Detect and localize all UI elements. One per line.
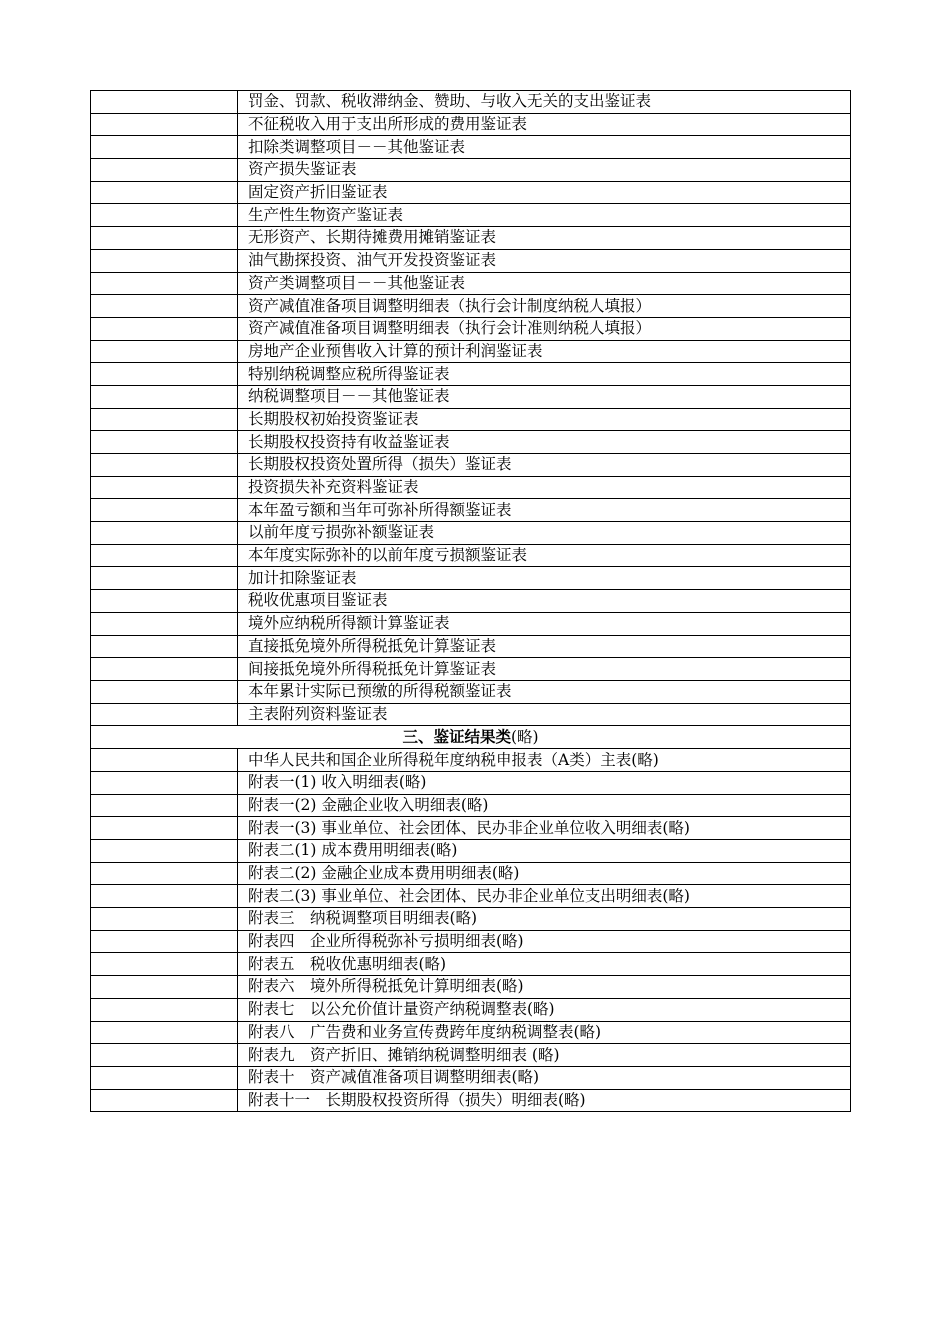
table-row	[91, 499, 851, 522]
row-title-cell: 附表一(2) 金融企业收入明细表(略)	[238, 794, 851, 817]
row-blank-cell	[91, 635, 238, 658]
table-row	[91, 272, 851, 295]
row-blank-cell	[91, 295, 238, 318]
row-title-cell: 生产性生物资产鉴证表	[238, 204, 851, 227]
table-row	[91, 953, 851, 976]
row-title-cell: 附表一(1) 收入明细表(略)	[238, 771, 851, 794]
row-blank-cell	[91, 227, 238, 250]
table-row	[91, 1044, 851, 1067]
row-blank-cell	[91, 249, 238, 272]
row-blank-cell	[91, 862, 238, 885]
row-blank-cell	[91, 159, 238, 182]
table-row	[91, 703, 851, 726]
table-row	[91, 840, 851, 863]
table-row	[91, 567, 851, 590]
table-section-adjustment-items	[91, 91, 851, 726]
row-title-cell: 主表附列资料鉴证表	[238, 703, 851, 726]
row-blank-cell	[91, 1066, 238, 1089]
row-blank-cell	[91, 113, 238, 136]
row-blank-cell	[91, 840, 238, 863]
row-title-cell: 中华人民共和国企业所得税年度纳税申报表（A类）主表(略)	[238, 749, 851, 772]
table-row	[91, 658, 851, 681]
section-header-title: 三、鉴证结果类	[402, 727, 511, 747]
row-blank-cell	[91, 522, 238, 545]
row-title-cell: 境外应纳税所得额计算鉴证表	[238, 612, 851, 635]
row-title-cell: 特别纳税调整应税所得鉴证表	[238, 363, 851, 386]
verification-report-table	[90, 90, 851, 1112]
table-row	[91, 1066, 851, 1089]
row-blank-cell	[91, 181, 238, 204]
row-blank-cell	[91, 91, 238, 114]
row-blank-cell	[91, 771, 238, 794]
row-title-cell: 长期股权投资持有收益鉴证表	[238, 431, 851, 454]
row-title-cell: 以前年度亏损弥补额鉴证表	[238, 522, 851, 545]
row-title-cell: 附表三 纳税调整项目明细表(略)	[238, 908, 851, 931]
row-title-cell: 附表五 税收优惠明细表(略)	[238, 953, 851, 976]
table-row	[91, 113, 851, 136]
section-header-row	[91, 726, 851, 749]
row-blank-cell	[91, 340, 238, 363]
table-row	[91, 295, 851, 318]
row-blank-cell	[91, 567, 238, 590]
table-row	[91, 998, 851, 1021]
row-title-cell: 附表二(1) 成本费用明细表(略)	[238, 840, 851, 863]
row-title-cell: 附表一(3) 事业单位、社会团体、民办非企业单位收入明细表(略)	[238, 817, 851, 840]
row-blank-cell	[91, 454, 238, 477]
table-row	[91, 408, 851, 431]
row-title-cell: 附表九 资产折旧、摊销纳税调整明细表 (略)	[238, 1044, 851, 1067]
row-blank-cell	[91, 408, 238, 431]
table-row	[91, 476, 851, 499]
row-blank-cell	[91, 1044, 238, 1067]
row-title-cell: 长期股权初始投资鉴证表	[238, 408, 851, 431]
row-title-cell: 扣除类调整项目－－其他鉴证表	[238, 136, 851, 159]
row-blank-cell	[91, 476, 238, 499]
table-row	[91, 385, 851, 408]
row-blank-cell	[91, 930, 238, 953]
row-blank-cell	[91, 590, 238, 613]
table-row	[91, 885, 851, 908]
row-title-cell: 本年度实际弥补的以前年度亏损额鉴证表	[238, 544, 851, 567]
row-blank-cell	[91, 749, 238, 772]
row-blank-cell	[91, 885, 238, 908]
row-title-cell: 附表十一 长期股权投资所得（损失）明细表(略)	[238, 1089, 851, 1112]
table-row	[91, 635, 851, 658]
table-row	[91, 363, 851, 386]
table-row	[91, 249, 851, 272]
row-blank-cell	[91, 794, 238, 817]
table-section-result-items	[91, 749, 851, 1112]
row-title-cell: 房地产企业预售收入计算的预计利润鉴证表	[238, 340, 851, 363]
table-row	[91, 590, 851, 613]
section-header-suffix: (略)	[510, 728, 539, 747]
table-row	[91, 862, 851, 885]
row-blank-cell	[91, 499, 238, 522]
row-title-cell: 加计扣除鉴证表	[238, 567, 851, 590]
row-blank-cell	[91, 703, 238, 726]
row-blank-cell	[91, 204, 238, 227]
row-blank-cell	[91, 136, 238, 159]
row-title-cell: 无形资产、长期待摊费用摊销鉴证表	[238, 227, 851, 250]
row-title-cell: 不征税收入用于支出所形成的费用鉴证表	[238, 113, 851, 136]
row-title-cell: 油气勘探投资、油气开发投资鉴证表	[238, 249, 851, 272]
row-title-cell: 直接抵免境外所得税抵免计算鉴证表	[238, 635, 851, 658]
row-title-cell: 资产减值准备项目调整明细表（执行会计制度纳税人填报）	[238, 295, 851, 318]
row-title-cell: 罚金、罚款、税收滞纳金、赞助、与收入无关的支出鉴证表	[238, 91, 851, 114]
row-title-cell: 附表八 广告费和业务宣传费跨年度纳税调整表(略)	[238, 1021, 851, 1044]
table-section-header	[91, 726, 851, 749]
row-title-cell: 资产类调整项目－－其他鉴证表	[238, 272, 851, 295]
row-blank-cell	[91, 976, 238, 999]
row-blank-cell	[91, 1021, 238, 1044]
row-title-cell: 附表四 企业所得税弥补亏损明细表(略)	[238, 930, 851, 953]
row-blank-cell	[91, 817, 238, 840]
row-blank-cell	[91, 612, 238, 635]
section-header-cell	[91, 726, 851, 749]
table-row	[91, 522, 851, 545]
table-row	[91, 817, 851, 840]
table-row	[91, 771, 851, 794]
table-row	[91, 794, 851, 817]
row-blank-cell	[91, 953, 238, 976]
table-row	[91, 340, 851, 363]
table-row	[91, 544, 851, 567]
row-blank-cell	[91, 544, 238, 567]
table-row	[91, 136, 851, 159]
row-title-cell: 间接抵免境外所得税抵免计算鉴证表	[238, 658, 851, 681]
row-blank-cell	[91, 680, 238, 703]
row-title-cell: 资产减值准备项目调整明细表（执行会计准则纳税人填报）	[238, 317, 851, 340]
table-row	[91, 908, 851, 931]
row-title-cell: 资产损失鉴证表	[238, 159, 851, 182]
row-blank-cell	[91, 998, 238, 1021]
row-title-cell: 本年盈亏额和当年可弥补所得额鉴证表	[238, 499, 851, 522]
row-blank-cell	[91, 908, 238, 931]
row-title-cell: 本年累计实际已预缴的所得税额鉴证表	[238, 680, 851, 703]
table-row	[91, 317, 851, 340]
table-row	[91, 204, 851, 227]
table-row	[91, 431, 851, 454]
row-title-cell: 税收优惠项目鉴证表	[238, 590, 851, 613]
row-title-cell: 长期股权投资处置所得（损失）鉴证表	[238, 454, 851, 477]
row-title-cell: 附表二(2) 金融企业成本费用明细表(略)	[238, 862, 851, 885]
row-title-cell: 纳税调整项目－－其他鉴证表	[238, 385, 851, 408]
table-row	[91, 181, 851, 204]
table-row	[91, 227, 851, 250]
row-title-cell: 附表七 以公允价值计量资产纳税调整表(略)	[238, 998, 851, 1021]
row-blank-cell	[91, 1089, 238, 1112]
row-blank-cell	[91, 385, 238, 408]
table-row	[91, 91, 851, 114]
row-title-cell: 投资损失补充资料鉴证表	[238, 476, 851, 499]
row-blank-cell	[91, 431, 238, 454]
table-row	[91, 1089, 851, 1112]
row-blank-cell	[91, 272, 238, 295]
table-row	[91, 612, 851, 635]
table-row	[91, 749, 851, 772]
row-blank-cell	[91, 363, 238, 386]
row-title-cell: 附表二(3) 事业单位、社会团体、民办非企业单位支出明细表(略)	[238, 885, 851, 908]
table-row	[91, 680, 851, 703]
row-title-cell: 固定资产折旧鉴证表	[238, 181, 851, 204]
table-row	[91, 930, 851, 953]
row-blank-cell	[91, 317, 238, 340]
row-title-cell: 附表六 境外所得税抵免计算明细表(略)	[238, 976, 851, 999]
table-row	[91, 454, 851, 477]
row-blank-cell	[91, 658, 238, 681]
row-title-cell: 附表十 资产减值准备项目调整明细表(略)	[238, 1066, 851, 1089]
table-row	[91, 159, 851, 182]
table-row	[91, 976, 851, 999]
table-row	[91, 1021, 851, 1044]
